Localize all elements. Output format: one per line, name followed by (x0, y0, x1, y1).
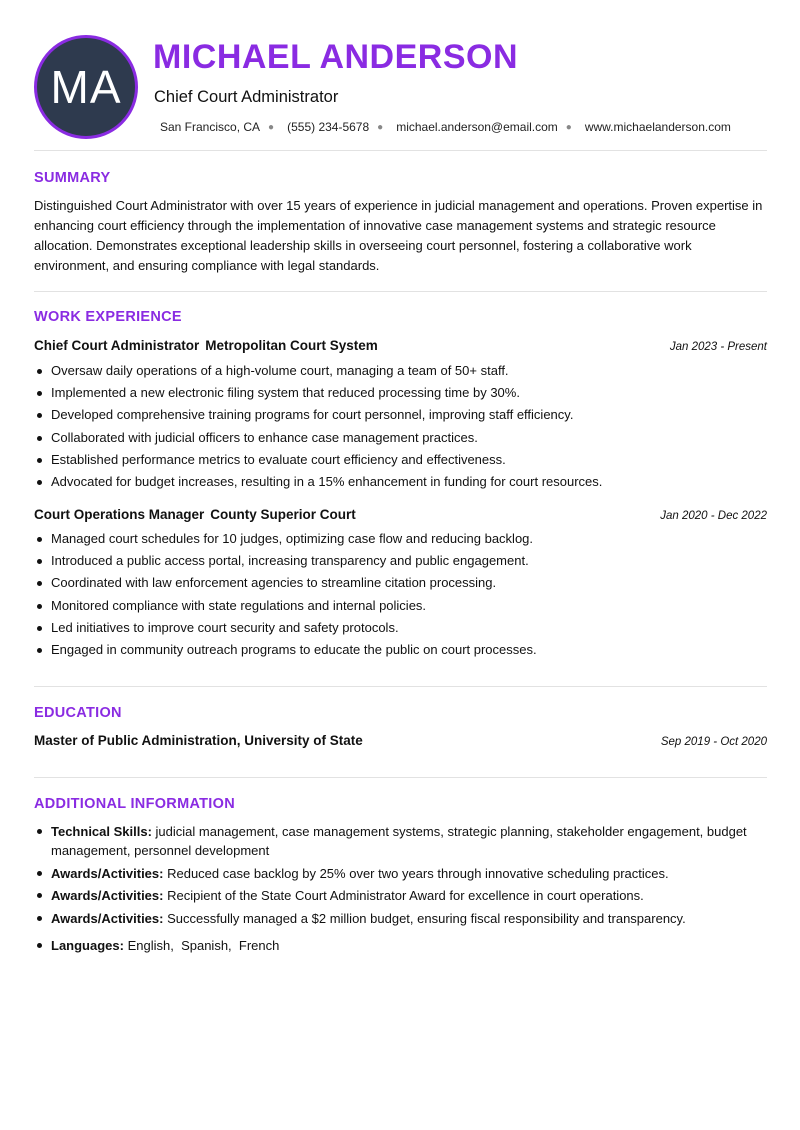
item-label: Awards/Activities: (51, 888, 164, 903)
experience-heading: WORK EXPERIENCE (34, 309, 182, 325)
job-bullets (34, 360, 770, 493)
job-role: Court Operations Manager (34, 507, 205, 522)
item-label: Awards/Activities: (51, 910, 164, 926)
bullet-separator-icon: ● (565, 121, 572, 133)
section-divider (34, 777, 767, 778)
item-text: Recipient of the State Court Administrator Award for excellence in court operations. (167, 888, 644, 903)
item-text: Successfully managed a $2 million budget, ensuring fiscal responsibility and transparency. (167, 910, 686, 926)
list-item: Managed court schedules for 10 judges, optimizing case flow and reducing backlog. (34, 528, 770, 550)
candidate-name: MICHAEL ANDERSON (153, 38, 519, 76)
section-divider (34, 291, 767, 292)
item-text: Reduced case backlog by 25% over two years through innovative scheduling practices. (167, 865, 669, 881)
list-item (34, 822, 770, 860)
additional-list (34, 822, 770, 958)
bullet-separator-icon: ● (268, 121, 275, 133)
list-item: Oversaw daily operations of a high-volume court, managing a team of 50+ staff. (34, 360, 770, 382)
job-company: Metropolitan Court System (205, 338, 378, 353)
job-dates: Jan 2020 - Dec 2022 (660, 510, 767, 522)
list-item: Led initiatives to improve court security and safety protocols. (34, 617, 770, 639)
section-divider (34, 150, 767, 151)
list-item: Engaged in community outreach programs to educate the public on court processes. (34, 639, 770, 661)
summary-heading: SUMMARY (34, 170, 111, 186)
bullet-separator-icon: ● (377, 121, 384, 133)
contact-website[interactable]: www.michaelanderson.com (584, 120, 731, 134)
list-item: Collaborated with judicial officers to enhance case management practices. (34, 427, 770, 449)
summary-text: Distinguished Court Administrator with over 15 years of experience in judicial management and operations. Proven expertise in enhancing court efficiency through the implementation of innovative case management systems and strategic resource allocation. Demonstrates exceptional leadership skills in overseeing court personnel, fostering a collaborative work environment, and ensuring compliance with legal standards. (34, 198, 763, 273)
job-bullets (34, 528, 770, 661)
job-role: Chief Court Administrator (34, 338, 200, 353)
education-dates: Sep 2019 - Oct 2020 (660, 736, 767, 748)
job-dates: Jan 2023 - Present (669, 341, 767, 353)
list-item: Coordinated with law enforcement agencies to streamline citation processing. (34, 572, 770, 594)
job-header (34, 506, 767, 524)
item-text: judicial management, case management systems, strategic planning, stakeholder engagement, budget management, personnel development (51, 824, 747, 858)
item-label: Awards/Activities: (51, 865, 164, 881)
avatar-initials: MA (50, 61, 122, 113)
job-role-company (34, 337, 378, 355)
item-text: English, Spanish, French (127, 937, 280, 953)
job-company: County Superior Court (210, 507, 356, 522)
education-entry (34, 733, 767, 748)
candidate-title: Chief Court Administrator (154, 88, 339, 106)
section-divider (34, 686, 767, 687)
contact-email[interactable]: michael.anderson@email.com (396, 120, 558, 134)
job-role-company (34, 506, 356, 524)
item-label: Technical Skills: (51, 824, 152, 839)
list-item (34, 864, 770, 883)
list-item: Established performance metrics to evaluate court efficiency and effectiveness. (34, 449, 770, 471)
list-item: Monitored compliance with state regulations and internal policies. (34, 595, 770, 617)
job-header (34, 337, 767, 355)
list-item: Implemented a new electronic filing system that reduced processing time by 30%. (34, 382, 770, 404)
list-item (34, 909, 770, 928)
education-heading: EDUCATION (34, 705, 122, 721)
contact-location: San Francisco, CA (160, 120, 261, 134)
contact-phone: (555) 234-5678 (287, 120, 370, 134)
list-item: Introduced a public access portal, increasing transparency and public engagement. (34, 550, 770, 572)
list-item (34, 886, 770, 905)
list-item (34, 936, 770, 955)
list-item: Developed comprehensive training programs for court personnel, improving staff efficiency. (34, 404, 770, 426)
avatar (34, 35, 138, 139)
contact-line (160, 120, 731, 134)
additional-heading: ADDITIONAL INFORMATION (34, 796, 235, 812)
list-item: Advocated for budget increases, resulting in a 15% enhancement in funding for court resources. (34, 471, 770, 493)
item-label: Languages: (51, 937, 124, 953)
education-degree: Master of Public Administration, University of State (34, 733, 363, 748)
